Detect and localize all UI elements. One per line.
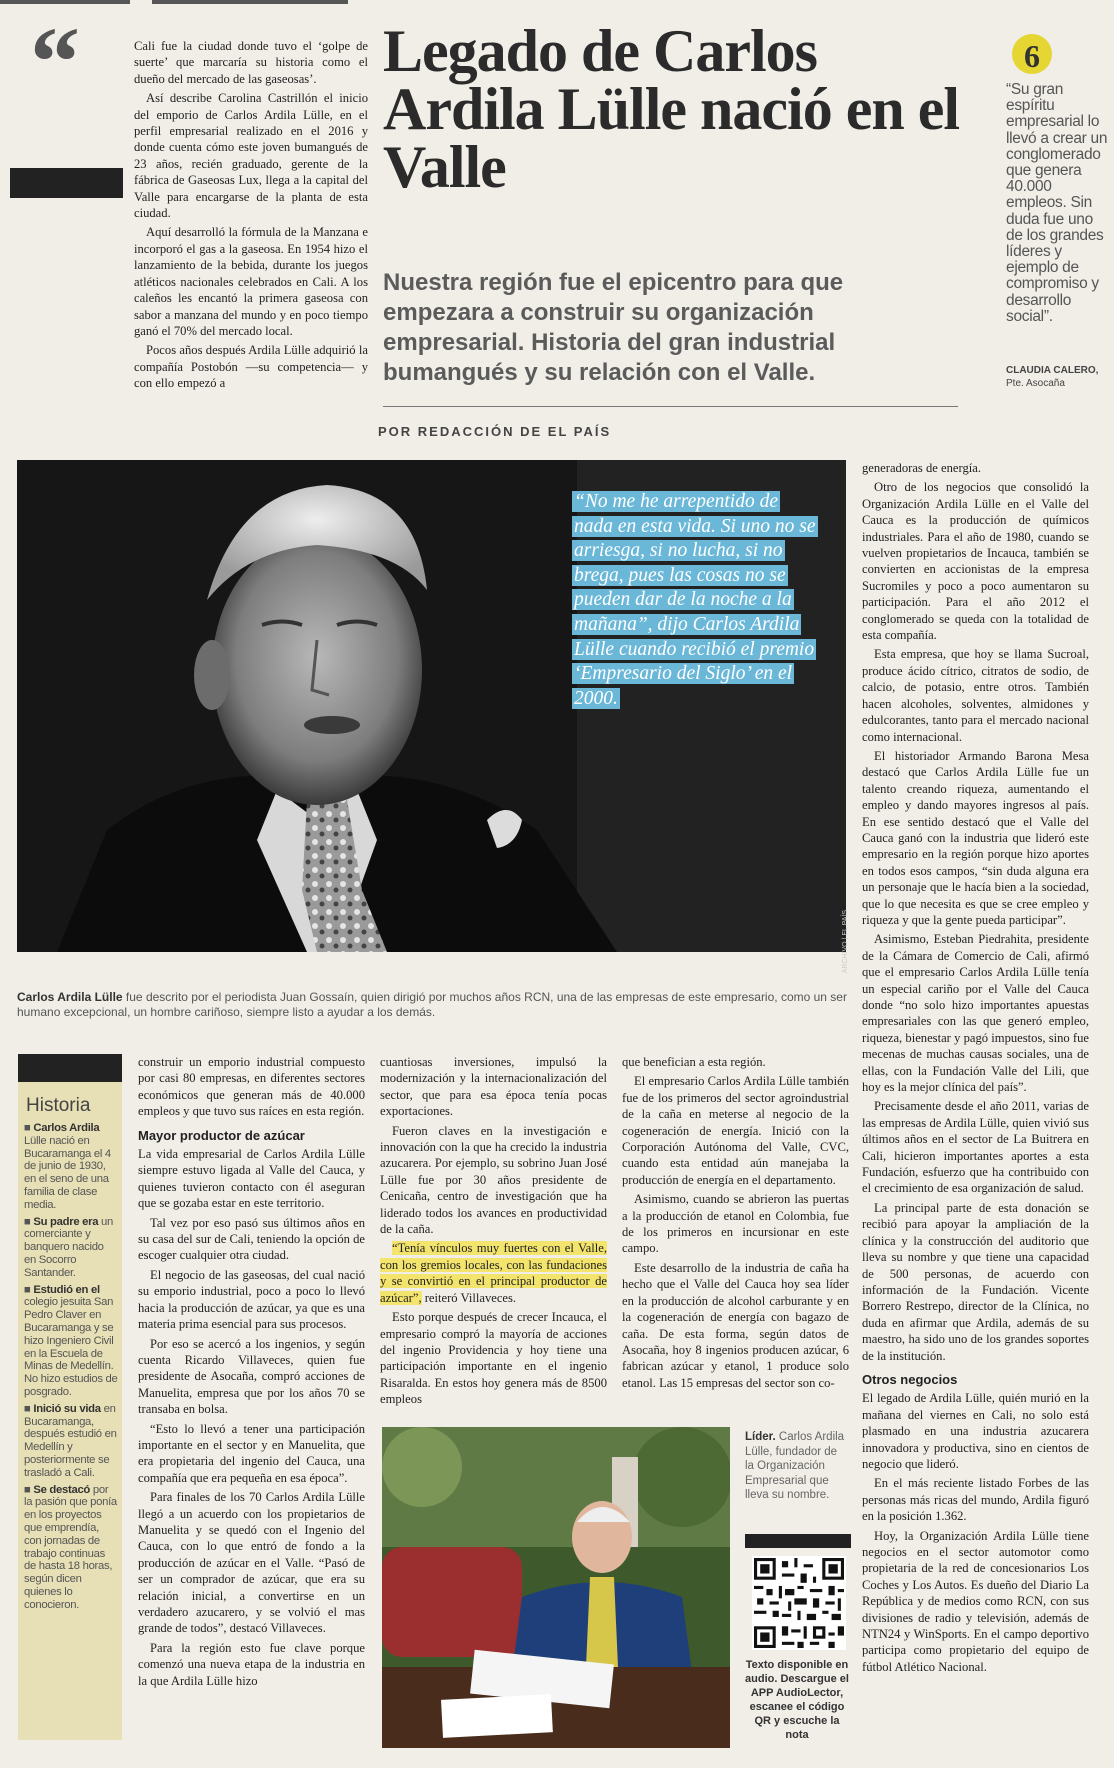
paragraph: Esto porque después de crecer Incauca, el empresario compró la mayoría de acciones del ingenio Providencia y hoy tiene una participación importante en el ingenio Risaralda. En estos hoy genera más de 8500 empleos <box>380 1310 607 1407</box>
paragraph: El empresario Carlos Ardila Lülle también fue de los primeros del sector agroindustrial de la caña en meterse al negocio de la cogeneración de energía. Inició con la Corporación Autónoma del Valle, CVC, cuando esta entidad aún manejaba la producción de energía en el departamento. <box>622 1074 849 1187</box>
caption-subject: Carlos Ardila Lülle <box>17 990 123 1004</box>
caption-text: Carlos Ardila Lülle, fundador de la Organización Empresarial que lleva su nombre. <box>745 1431 845 1501</box>
paragraph: Precisamente desde el año 2011, varias de las empresas de Ardila Lülle, quien vivió sus últimos años en el sector de La Buitrera en Cali, hicieron importantes aportes a esta Fundación, esfuerzo que ha contribuido con el crecimiento de esa organización de salud. <box>862 1099 1089 1196</box>
right-column <box>862 460 1089 1678</box>
item-lead: Su padre era <box>33 1215 99 1228</box>
paragraph: Aquí desarrolló la fórmula de la Manzana e incorporó el gas a la gaseosa. En 1954 hizo el lanzamiento de la bebida, durante los juegos atléticos nacionales celebrados en Cali. A los caleños les encantó la primera gaseosa con sabor a manzana del mundo y en poco tiempo ganó el 70% del mercado local. <box>134 225 368 338</box>
paragraph: “Esto lo llevó a tener una participación importante en el sector y en Manuelita, que era propietaria del ingenio del Cauca, una compañía que era pequeña en esa época”. <box>138 1421 365 1485</box>
paragraph: Para finales de los 70 Carlos Ardila Lülle llegó a un acuerdo con los propietarios de Manuelita y se quedó con el Ingenio del Cauca, con lo que entró de fondo a la producción de azúcar en el Valle. “Pasó de ser un comprador de azúcar, que era su relación inicial, a convertirse en un verdadero azucarero, y se volvió el mas grande de todos”, destacó Villaveces. <box>138 1490 365 1636</box>
paragraph: Cali fue la ciudad donde tuvo el ‘golpe de suerte’ que marcaría su historia como el dueño del mercado de las gaseosas’. <box>134 39 368 86</box>
sidebar-title: Historia <box>26 1095 91 1116</box>
paragraph: Por eso se acercó a los ingenios, y según cuenta Ricardo Villaveces, quien fue presidente de Asocaña, compró acciones de Manuelita, empresa que por los años 70 se transaba en bolsa. <box>138 1336 365 1417</box>
paragraph: El historiador Armando Barona Mesa destacó que Carlos Ardila Lülle fue un talento creando riqueza, aumentando el empleo y dando mayores ingresos al país. En ese sentido destacó que el Valle del Cauca ganó con la industria que lideró este empresario en la región porque hizo aportes en todos esos campos, “sin duda alguna era un personaje que le hacía bien a la sociedad, que lo que necesita es que se cree empleo y riqueza y que la gente pueda participar”. <box>862 748 1089 927</box>
highlight-text: “Tenía vínculos muy fuertes con el Valle, con los gremios locales, con las fundaciones y se convirtió en el principal productor de azúcar”, <box>380 1241 607 1305</box>
photo-credit: ARCHIVO | EL PAÍS <box>842 910 849 974</box>
subheading-otros-negocios: Otros negocios <box>862 1371 958 1387</box>
paragraph: que benefician a esta región. <box>622 1055 766 1069</box>
sidebar-top-bar <box>18 1054 122 1082</box>
paragraph: Asimismo, Esteban Piedrahita, presidente de la Cámara de Comercio de Cali, afirmó que el empresario Carlos Ardila Lülle tenía un especial cariño por el Valle del Cauca donde “no solo hizo importantes apuestas empresariales con las que generó empleo, riqueza, bienestar y pagó impuestos, sino fue mecenas de muchas causas sociales, una de ellas, con la Fundación Valle del Lili, que hoy es la mejor clínica del país”. <box>862 932 1089 1095</box>
qr-top-bar <box>745 1534 851 1548</box>
caption-lead: Líder. <box>745 1431 776 1443</box>
item-text: por la pasión que ponía en los proyectos que emprendía, con jornadas de trabajo continuas de hasta 18 horas, según dicen quienes lo conocieron. <box>24 1483 117 1611</box>
author-role: Pte. Asocaña <box>1006 378 1065 389</box>
highlight-tail: reiteró Villaveces. <box>421 1290 517 1305</box>
paragraph: La principal parte de esta donación se recibió para apoyar la ampliación de la clínica y la construcción del auditorio que lleva su nombre y que tiene una capacidad de 500 personas, de acuerdo con información de la Fundación. Vicente Borrero Restrepo, director de la Clínica, no duda en afirmar que Ardila, además de su maestro, ha sido uno de los grandes soportes de la institución. <box>862 1200 1089 1363</box>
paragraph: El legado de Ardila Lülle, quién murió en la mañana del viernes en Cali, no solo está plasmado en una industria azucarera innovadora y productiva, sino en cientos de negocio que lideró. <box>862 1391 1089 1471</box>
qr-code-graphic <box>754 1558 844 1648</box>
highlighted-quote <box>380 1240 607 1306</box>
body-column-1 <box>138 1054 365 1692</box>
paragraph: Esta empresa, que hoy se llama Sucroal, produce ácido cítrico, citratos de sodio, de calcio, de potasio, entre otros. También hacen alcoholes, solventes, almidones y edulcorantes, tanto para el mercado nacional como internacional. <box>862 647 1089 744</box>
side-quote-author <box>1006 364 1098 390</box>
paragraph: Para la región esto fue clave porque comenzó una nueva etapa de la industria en la que Ardila Lülle hizo <box>138 1640 365 1688</box>
sidebar-list <box>24 1122 118 1615</box>
body-column-3 <box>622 1054 849 1394</box>
qr-instructions: Texto disponible en audio. Descargue el APP AudioLector, escanee el código QR y escuche la nota <box>745 1659 849 1741</box>
section-bar-left <box>10 168 123 198</box>
signing-illustration <box>382 1427 730 1748</box>
item-text: colegio jesuita San Pedro Claver en Bucaramanga y se hizo Ingeniero Civil en la Escuela de Minas de Medellín. No hizo estudios de posgrado. <box>24 1296 118 1398</box>
deck: Nuestra región fue el epicentro para que empezara a construir su organización empresarial. Historia del gran industrial bumangués y su relación con el Valle. <box>383 269 844 386</box>
paragraph: Tal vez por eso pasó sus últimos años en su casa del sur de Cali, teniendo la opción de escoger cualquier otra ciudad. <box>138 1215 365 1263</box>
side-quote: “Su gran espíritu empresarial lo llevó a crear un conglomerado que genera 40.000 empleos. Sin duda fue uno de los grandes líderes y ejemplo de compromiso y desarrollo social”. <box>1006 81 1108 325</box>
pull-quote-text: “No me he arrepentido de nada en esta vida. Si uno no se arriesga, si no lucha, si no brega, pues las cosas no se pueden dar de la noche a la mañana”, dijo Carlos Ardila Lülle cuando recibió el premio ‘Empresario del Siglo’ en el 2000. <box>574 491 816 709</box>
subheading-mayor-productor: Mayor productor de azúcar <box>138 1127 305 1143</box>
list-item: ■ Inició su vida en Bucaramanga, después estudió en Medellín y posteriormente se trasladó a Cali. <box>24 1402 117 1479</box>
top-rule-left <box>0 0 130 4</box>
intro-column <box>134 38 368 395</box>
item-text: Lülle nació en Bucaramanga el 4 de junio de 1930, en el seno de una familia de clase media. <box>24 1134 111 1211</box>
item-text: en Bucaramanga, después estudió en Medellín y posteriormente se trasladó a Cali. <box>24 1402 117 1479</box>
item-lead: Se destacó <box>33 1483 91 1496</box>
list-item: ■ Su padre era un comerciante y banquero nacido en Socorro Santander. <box>24 1215 114 1279</box>
qr-code-icon[interactable] <box>752 1556 846 1650</box>
paragraph: Así describe Carolina Castrillón el inicio del emporio de Carlos Ardila Lülle, en el perfil empresarial realizado en el 2016 y donde cuenta cómo este joven bumangués de 23 años, recién graduado, gerente de la fábrica de Gaseosas Lux, llega a la capital del Valle para encargarse de la planta de esta ciudad. <box>134 91 368 221</box>
list-item: ■ Estudió en el colegio jesuita San Pedro Claver en Bucaramanga y se hizo Ingeniero Civil en la Escuela de Minas de Medellín. No hizo estudios de posgrado. <box>24 1283 118 1398</box>
pull-quote <box>572 490 817 711</box>
paragraph: Otro de los negocios que consolidó la Organización Ardila Lülle en el Valle del Cauca es la producción de químicos industriales. Para el año de 1980, cuando se vuelven propietarios de Incauca, también se convierten en accionistas de la empresa Sucromiles y poco a poco aumentaron su participación. Para el año 2012 el conglomerado se queda con la totalidad de esta compañía. <box>862 480 1089 643</box>
signing-photo-caption <box>745 1430 847 1503</box>
paragraph: Fueron claves en la investigación e innovación con la que ha crecido la industria azucarera. Por ejemplo, su sobrino Juan José Lülle fue por 30 años presidente de Cenicaña, centro de investigación que ha liderado todos los avances en productividad de la caña. <box>380 1123 607 1237</box>
item-lead: Carlos Ardila <box>33 1122 100 1134</box>
item-lead: Estudió en el <box>33 1283 100 1296</box>
signing-photo <box>382 1427 730 1748</box>
paragraph: La vida empresarial de Carlos Ardila Lülle siempre estuvo ligada al Valle del Cauca, y quienes tuvieron contacto con él aseguran que se gozaba estar en este territorio. <box>138 1147 365 1211</box>
paragraph: En el más reciente listado Forbes de las personas más ricas del mundo, Ardila figuró en la posición 1.362. <box>862 1476 1089 1524</box>
byline: POR REDACCIÓN DE EL PAÍS <box>378 424 612 439</box>
item-lead: Inició su vida <box>33 1402 101 1415</box>
headline: Legado de Carlos Ardila Lülle nació en el Valle <box>383 18 959 200</box>
list-item: ■ Se destacó por la pasión que ponía en los proyectos que emprendía, con jornadas de trabajo continuas de hasta 18 horas, según dicen quienes lo conocieron. <box>24 1483 117 1611</box>
quote-number-badge: 6 <box>1012 34 1052 74</box>
paragraph: Hoy, la Organización Ardila Lülle tiene negocios en el sector automotor como propietaria de la red de concesionarios Los Coches y Los Autos. Es dueño del Diario La República y de medios como RCN, con sus divisiones de radio y televisión, además de NTN24 y WinSports. En el campo deportivo participa como propietario del equipo de fútbol Atlético Nacional. <box>862 1528 1089 1674</box>
paragraph: El negocio de las gaseosas, del cual nació su emporio industrial, poco a poco lo llevó hacia la producción de azúcar, ya que es una materia prima esencial para sus procesos. <box>138 1267 365 1332</box>
quote-mark-icon: “ <box>30 6 80 117</box>
paragraph: cuantiosas inversiones, impulsó la modernización y la internacionalización del sector, que para esa época tenía pocas exportaciones. <box>380 1055 607 1119</box>
byline-rule <box>383 406 958 407</box>
top-rule-mid <box>152 0 348 4</box>
paragraph: Pocos años después Ardila Lülle adquirió la compañía Postobón —su competencia— y con ello empezó a <box>134 343 368 391</box>
caption-text: fue descrito por el periodista Juan Gossaín, quien dirigió por muchos años RCN, una de las empresas de este empresario, como un ser humano excepcional, un hombre cariñoso, siempre listo a ayudar a los demás. <box>17 990 847 1019</box>
paragraph: generadoras de energía. <box>862 461 981 475</box>
main-photo-caption <box>17 990 847 1020</box>
list-item: ■ Carlos Ardila Lülle nació en Bucaramanga el 4 de junio de 1930, en el seno de una familia de clase media. <box>24 1122 111 1211</box>
paragraph: Asimismo, cuando se abrieron las puertas a la producción de etanol en Colombia, fue de los primeros en incursionar en este campo. <box>622 1192 849 1256</box>
author-name: CLAUDIA CALERO, <box>1006 365 1099 376</box>
paragraph: Este desarrollo de la industria de caña ha hecho que el Valle del Cauca hoy sea líder en la producción de alcohol carburante y en la cogeneración de energía con bagazo de caña. De esta forma, según datos de Asocaña, hoy 8 ingenios producen azúcar, 6 fabrican azúcar y etanol, 1 produce solo etanol. Las 15 empresas del sector son co- <box>622 1260 849 1390</box>
body-column-2 <box>380 1054 607 1411</box>
paragraph: construir un emporio industrial compuesto por casi 80 empresas, en diferentes sectores económicos que generan más de 40.000 empleos y que tuvo sus raíces en esta región. <box>138 1055 365 1119</box>
item-text: un comerciante y banquero nacido en Socorro Santander. <box>24 1215 114 1279</box>
